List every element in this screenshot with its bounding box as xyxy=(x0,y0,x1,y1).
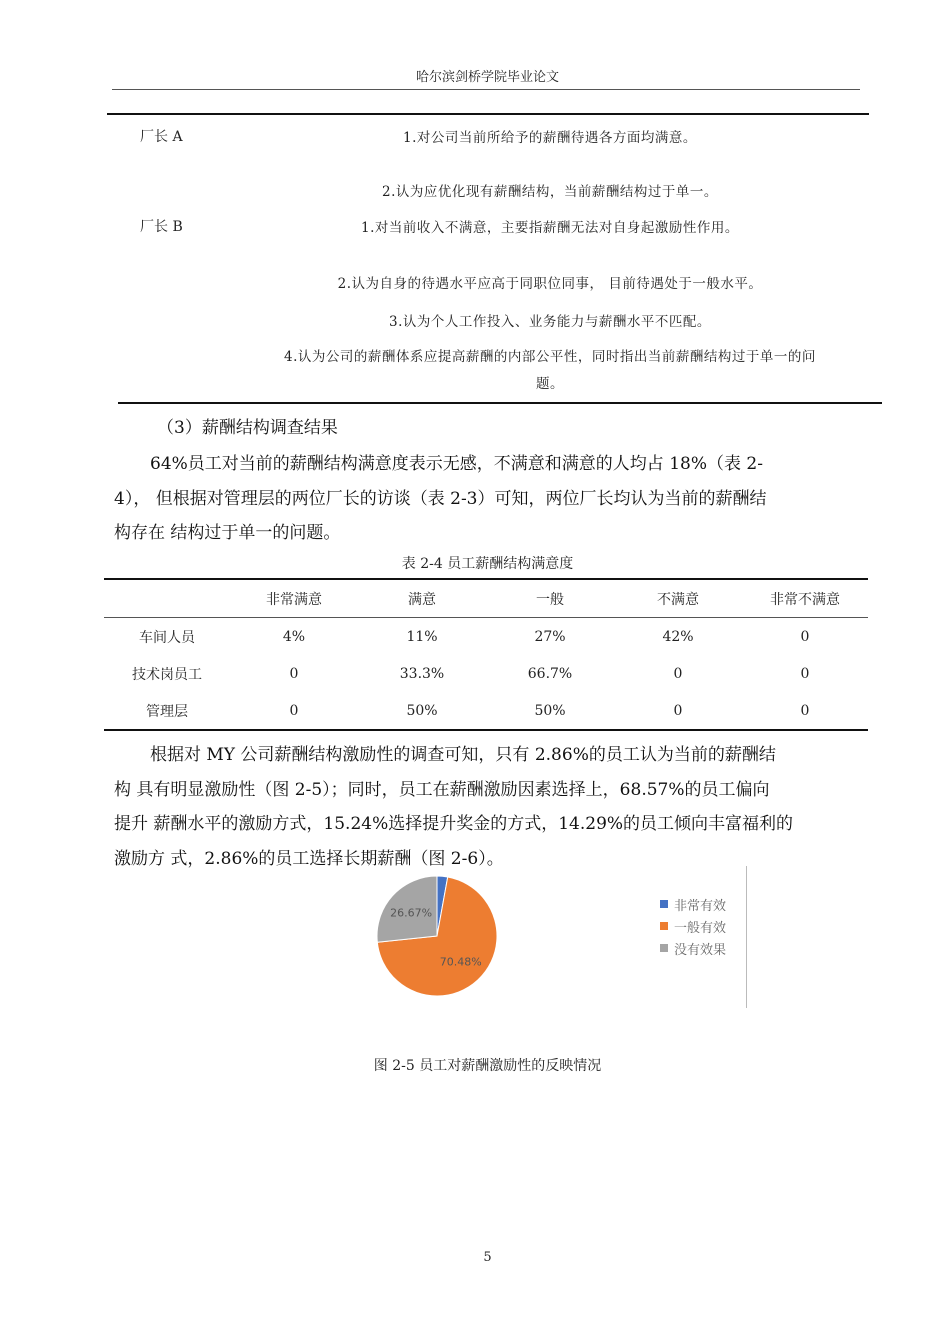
table-row xyxy=(104,655,868,692)
pie-chart xyxy=(370,860,510,1020)
table-cell: 50% xyxy=(534,702,566,719)
table-cell: 11% xyxy=(406,628,438,645)
legend-label: 没有效果 xyxy=(674,942,727,958)
table-header-cell: 不满意 xyxy=(657,591,699,608)
legend-item xyxy=(660,915,726,937)
legend-swatch-icon xyxy=(660,922,668,930)
table-cell: 0 xyxy=(289,702,299,719)
page-number: 5 xyxy=(483,1250,492,1265)
table-header-cell: 非常不满意 xyxy=(770,591,840,608)
table-row xyxy=(104,692,868,730)
table-header-cell: 一般 xyxy=(536,591,564,608)
table-cell: 66.7% xyxy=(527,665,573,682)
para-line: 构存在 结构过于单一的问题。 xyxy=(114,523,341,543)
running-header: 哈尔滨剑桥学院毕业论文 xyxy=(415,70,559,85)
figure-caption: 图 2-5 员工对薪酬激励性的反映情况 xyxy=(373,1058,602,1074)
para-line: 构 具有明显激励性（图 2-5）；同时，员工在薪酬激励因素选择上，68.57%的员工偏向 xyxy=(114,779,770,800)
legend-label: 一般有效 xyxy=(674,920,727,936)
pie-data-label: 26.67% xyxy=(390,906,433,920)
interview-row-label-a: 厂长 A xyxy=(140,129,183,145)
table-cell: 0 xyxy=(800,702,810,719)
legend-item xyxy=(660,937,726,959)
section3-paragraph xyxy=(114,447,859,551)
table-header-cell: 满意 xyxy=(408,591,436,608)
interview-table-bottom-rule xyxy=(118,402,882,404)
para-line: 64%员工对当前的薪酬结构满意度表示无感，不满意和满意的人均占 18%（表 2- xyxy=(150,454,763,474)
interview-table-top-rule xyxy=(107,113,869,115)
table-header-cell: 非常满意 xyxy=(266,591,322,608)
table-cell: 0 xyxy=(673,665,683,682)
para-line: 根据对 MY 公司薪酬结构激励性的调查可知，只有 2.86%的员工认为当前的薪酬结 xyxy=(150,745,776,765)
interview-b-item-1: 1.对当前收入不满意，主要指薪酬无法对自身起激励性作用。 xyxy=(361,220,739,236)
legend-label: 非常有效 xyxy=(674,898,727,914)
interview-b-item-2: 2.认为自身的待遇水平应高于同职位同事， 目前待遇处于一般水平。 xyxy=(337,276,763,292)
interview-a-item-2: 2.认为应优化现有薪酬结构，当前薪酬结构过于单一。 xyxy=(382,184,718,200)
table-cell: 33.3% xyxy=(399,665,445,682)
table-caption: 表 2-4 员工薪酬结构满意度 xyxy=(401,556,574,572)
table-cell: 4% xyxy=(282,628,306,645)
satisfaction-table xyxy=(104,578,868,731)
table-cell: 管理层 xyxy=(146,703,188,720)
table-header-row xyxy=(104,579,868,618)
table-cell: 50% xyxy=(406,702,438,719)
table-cell: 技术岗员工 xyxy=(132,666,202,683)
interview-row-label-b: 厂长 B xyxy=(140,219,183,235)
table-cell: 0 xyxy=(289,665,299,682)
table-cell: 车间人员 xyxy=(139,629,195,646)
legend-swatch-icon xyxy=(660,944,668,952)
para-line: 提升 薪酬水平的激励方式，15.24%选择提升奖金的方式，14.29%的员工倾向丰富福利的 xyxy=(114,814,794,834)
header-rule xyxy=(112,89,860,90)
table-cell: 0 xyxy=(800,665,810,682)
table-cell: 42% xyxy=(662,628,694,645)
pie-data-label: 70.48% xyxy=(439,955,482,969)
table-cell: 0 xyxy=(800,628,810,645)
para-line: 4）， 但根据对管理层的两位厂长的访谈（表 2-3）可知，两位厂长均认为当前的薪酬结 xyxy=(114,488,767,509)
para-line: 激励方 式，2.86%的员工选择长期薪酬（图 2-6）。 xyxy=(114,848,504,869)
table-row xyxy=(104,618,868,656)
legend-swatch-icon xyxy=(660,900,668,908)
table-cell: 0 xyxy=(673,702,683,719)
table-header-cell xyxy=(104,579,230,618)
incentive-paragraph xyxy=(114,738,859,876)
interview-b-item-4: 4.认为公司的薪酬体系应提高薪酬的内部公平性，同时指出当前薪酬结构过于单一的问 xyxy=(284,349,816,365)
table-cell: 27% xyxy=(534,628,566,645)
interview-b-item-3: 3.认为个人工作投入、业务能力与薪酬水平不匹配。 xyxy=(389,314,711,330)
chart-frame-line xyxy=(746,866,747,1008)
interview-a-item-1: 1.对公司当前所给予的薪酬待遇各方面均满意。 xyxy=(403,130,697,146)
section-heading: （3）薪酬结构调查结果 xyxy=(157,418,338,438)
chart-legend xyxy=(660,893,726,959)
interview-b-item-4-cont: 题。 xyxy=(536,376,564,392)
legend-item xyxy=(660,893,726,915)
